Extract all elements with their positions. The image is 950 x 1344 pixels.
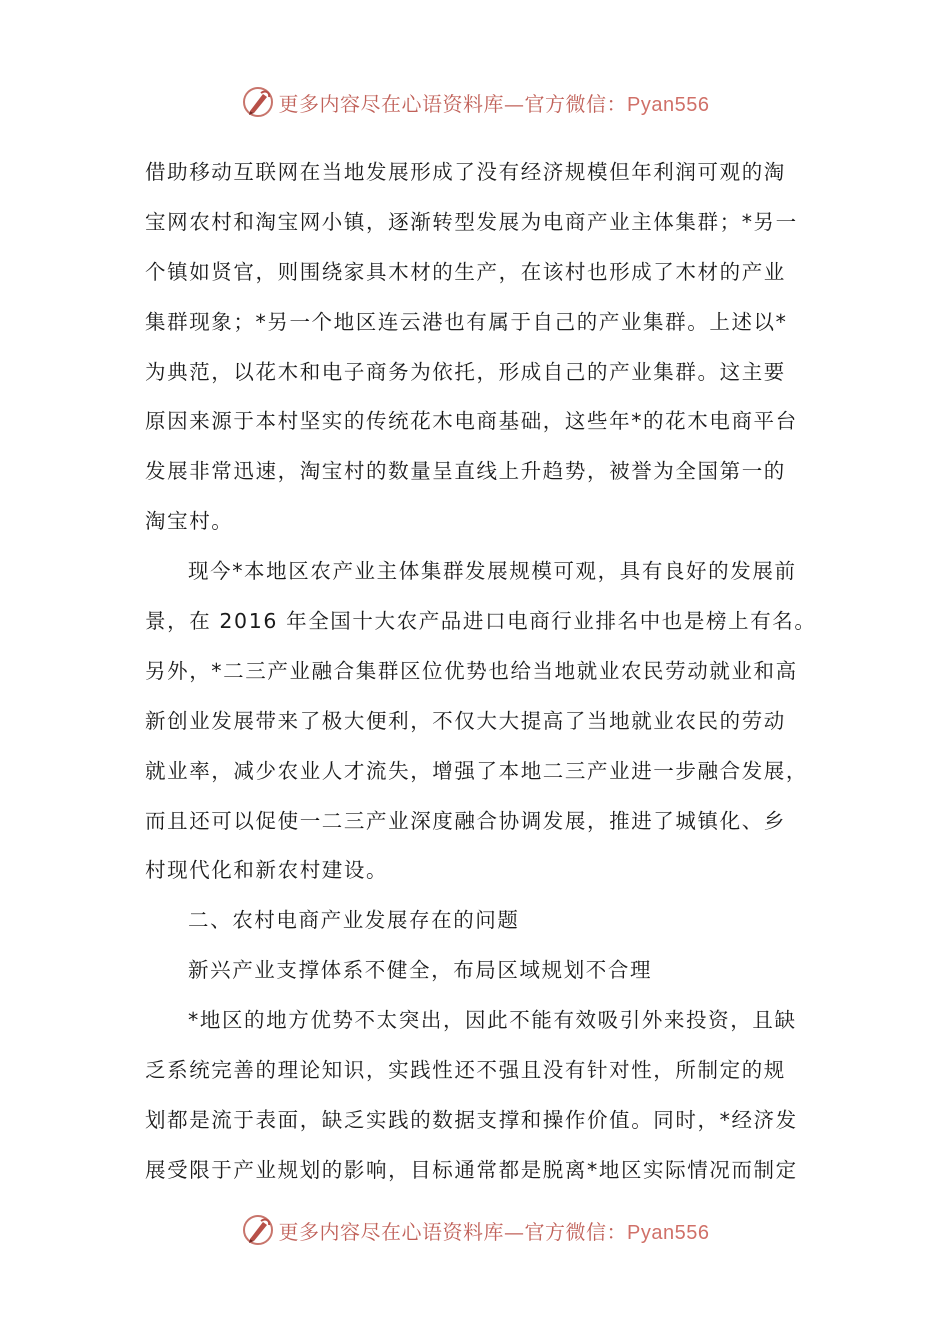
- text-line: 乏系统完善的理论知识，实践性还不强且没有针对性，所制定的规: [145, 1058, 786, 1083]
- banner-wechat-label: 官方微信：: [524, 1219, 628, 1244]
- text-line: 另外，*二三产业融合集群区位优势也给当地就业农民劳动就业和高: [145, 658, 798, 683]
- banner-title: 更多内容尽在心语资料库: [278, 91, 505, 116]
- banner-dash: —: [504, 91, 525, 116]
- banner-dash: —: [504, 1219, 525, 1244]
- text-line: 淘宝村。: [145, 509, 234, 534]
- banner-title: 更多内容尽在心语资料库: [278, 1219, 505, 1244]
- text-line: 为典范，以花木和电子商务为依托，形成自己的产业集群。这主要: [145, 359, 786, 384]
- text-line: 集群现象；*另一个地区连云港也有属于自己的产业集群。上述以*: [145, 309, 788, 334]
- footer-banner: [0, 1208, 950, 1252]
- text-line: 新创业发展带来了极大便利，不仅大大提高了当地就业农民的劳动: [145, 708, 786, 733]
- text-line: 新兴产业支撑体系不健全，布局区域规划不合理: [188, 958, 653, 983]
- pen-logo-icon: [241, 1213, 275, 1247]
- text-line: 发展非常迅速，淘宝村的数量呈直线上升趋势，被誉为全国第一的: [145, 459, 786, 484]
- text-line: 原因来源于本村坚实的传统花木电商基础，这些年*的花木电商平台: [145, 409, 798, 434]
- banner-wechat-label: 官方微信：: [524, 91, 628, 116]
- banner-wechat-id: Pyan556: [627, 93, 710, 116]
- text-line: 个镇如贤官，则围绕家具木材的生产，在该村也形成了木材的产业: [145, 259, 786, 284]
- text-line: 划都是流于表面，缺乏实践的数据支撑和操作价值。同时，*经济发: [145, 1107, 798, 1132]
- document-body: [145, 148, 825, 1196]
- text-line: 二、农村电商产业发展存在的问题: [188, 908, 520, 933]
- text-line: *地区的地方优势不太突出，因此不能有效吸引外来投资，且缺: [188, 1008, 797, 1033]
- text-line: 就业率，减少农业人才流失，增强了本地二三产业进一步融合发展，: [145, 758, 808, 783]
- text-line: 借助移动互联网在当地发展形成了没有经济规模但年利润可观的淘: [145, 160, 786, 184]
- text-line: 村现代化和新农村建设。: [145, 858, 389, 883]
- text-line: 宝网农村和淘宝网小镇，逐渐转型发展为电商产业主体集群；*另一: [145, 209, 798, 234]
- text-line: 而且还可以促使一二三产业深度融合协调发展，推进了城镇化、乡: [145, 808, 786, 833]
- banner-wechat-id: Pyan556: [627, 1221, 710, 1244]
- pen-logo-icon: [241, 85, 275, 119]
- header-banner: [0, 80, 950, 124]
- text-line: 展受限于产业规划的影响，目标通常都是脱离*地区实际情况而制定: [145, 1157, 798, 1182]
- text-line: 现今*本地区农产业主体集群发展规模可观，具有良好的发展前: [188, 559, 797, 584]
- text-line: 景，在 2016 年全国十大农产品进口电商行业排名中也是榜上有名。: [145, 609, 817, 634]
